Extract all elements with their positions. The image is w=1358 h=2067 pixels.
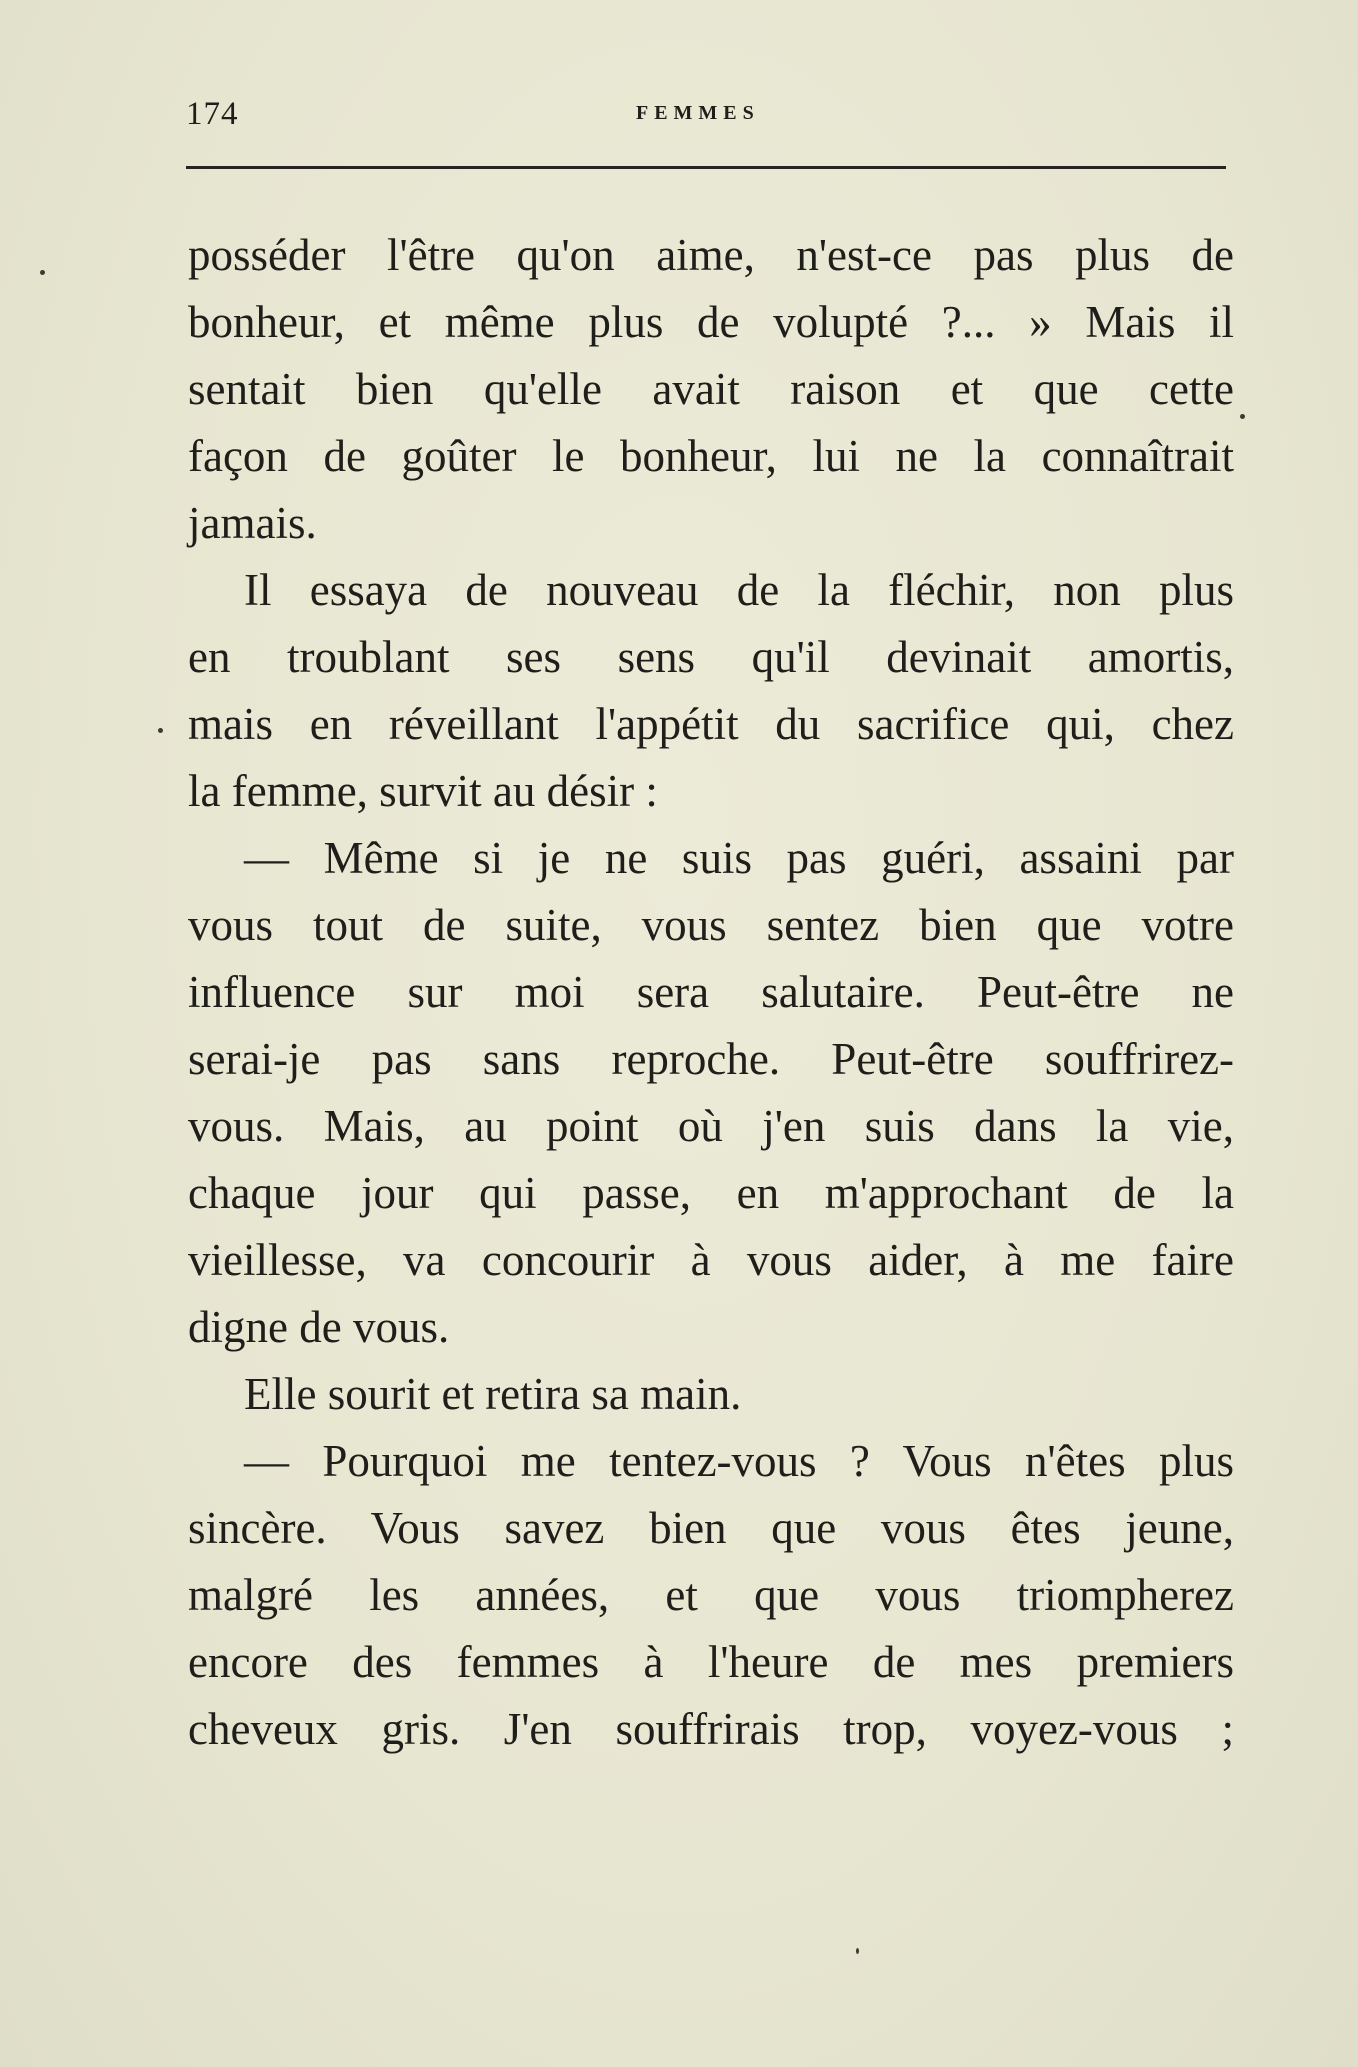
text-line: cheveux gris. J'en souffrirais trop, voyez-vous ; [188,1704,1234,1754]
text-line: façon de goûter le bonheur, lui ne la connaîtrait [188,431,1234,481]
page-header [186,96,1226,146]
text-line: bonheur, et même plus de volupté ?... » Mais il [188,297,1234,347]
text-line: encore des femmes à l'heure de mes premiers [188,1637,1234,1687]
text-line: sincère. Vous savez bien que vous êtes jeune, [188,1503,1234,1553]
text-line: vous. Mais, au point où j'en suis dans la vie, [188,1101,1234,1151]
text-line: sentait bien qu'elle avait raison et que cette [188,364,1234,414]
paper-speck [158,728,163,733]
text-line: posséder l'être qu'on aime, n'est-ce pas plus de [188,230,1234,280]
text-line: digne de vous. [188,1302,450,1352]
running-head: FEMMES [636,102,760,124]
paper-speck [40,270,45,275]
text-line: Elle sourit et retira sa main. [244,1369,742,1419]
text-line: vous tout de suite, vous sentez bien que votre [188,900,1234,950]
body-text [188,222,1234,1763]
text-line: influence sur moi sera salutaire. Peut-être ne [188,967,1234,1017]
text-line: — Même si je ne suis pas guéri, assaini par [244,833,1234,883]
text-line: Il essaya de nouveau de la fléchir, non plus [244,565,1234,615]
paper-speck [856,1948,859,1954]
text-line: en troublant ses sens qu'il devinait amortis, [188,632,1234,682]
text-line: chaque jour qui passe, en m'approchant de la [188,1168,1234,1218]
text-line: jamais. [188,498,317,548]
text-line: mais en réveillant l'appétit du sacrifice qui, chez [188,699,1234,749]
text-line: la femme, survit au désir : [188,766,658,816]
paper-speck [1240,414,1245,419]
page-number: 174 [186,96,239,132]
header-rule [186,166,1226,169]
text-line: malgré les années, et que vous triompherez [188,1570,1234,1620]
text-line: vieillesse, va concourir à vous aider, à me faire [188,1235,1234,1285]
text-line: serai-je pas sans reproche. Peut-être souffrirez- [188,1034,1234,1084]
text-line: — Pourquoi me tentez-vous ? Vous n'êtes plus [244,1436,1234,1486]
